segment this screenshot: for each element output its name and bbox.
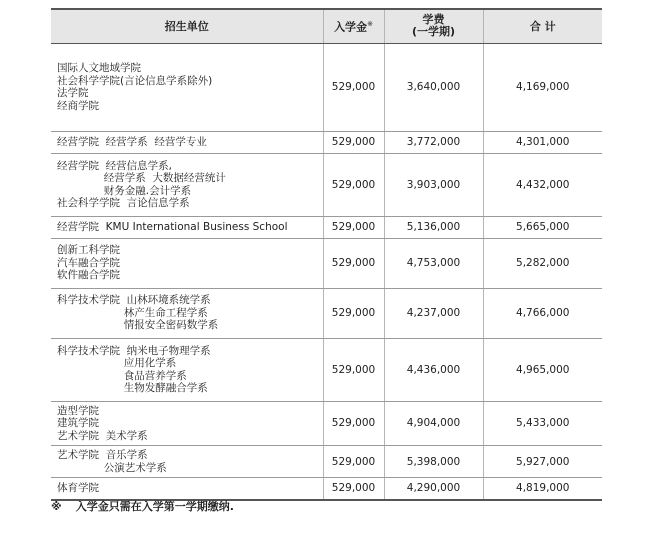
unit-line: 体育学院 — [57, 482, 99, 494]
cell-admission: 529,000 — [323, 238, 384, 288]
cell-admission: 529,000 — [323, 216, 384, 238]
unit-line: 食品营养学系 — [57, 369, 187, 382]
unit-line: 公演艺术学系 — [57, 461, 167, 474]
cell-tuition: 3,640,000 — [384, 43, 483, 131]
unit-line: 林产生命工程学系 — [57, 306, 208, 319]
header-admission-mark: ※ — [367, 20, 373, 29]
cell-admission: 529,000 — [323, 338, 384, 401]
cell-admission: 529,000 — [323, 43, 384, 131]
unit-line: 国际人文地域学院 — [57, 62, 141, 74]
header-tuition-line1: 学费 — [422, 12, 445, 26]
cell-total: 4,819,000 — [483, 478, 602, 500]
cell-total: 4,766,000 — [483, 288, 602, 338]
cell-unit — [51, 288, 323, 338]
cell-tuition: 4,290,000 — [384, 478, 483, 500]
table-row — [51, 288, 602, 338]
fee-table — [51, 8, 602, 501]
cell-tuition: 3,772,000 — [384, 131, 483, 153]
cell-tuition: 4,904,000 — [384, 401, 483, 446]
unit-line: 科学技术学院 纳米电子物理学系 — [57, 344, 211, 357]
table-row — [51, 131, 602, 153]
cell-tuition: 4,436,000 — [384, 338, 483, 401]
unit-line: 应用化学系 — [57, 357, 177, 369]
header-unit: 招生单位 — [51, 9, 323, 43]
unit-line: 经商学院 — [57, 99, 99, 112]
cell-tuition: 4,237,000 — [384, 288, 483, 338]
cell-unit — [51, 478, 323, 500]
unit-line: 社会科学学院(言论信息学系除外) — [57, 74, 213, 87]
cell-tuition: 3,903,000 — [384, 153, 483, 216]
cell-total: 4,432,000 — [483, 153, 602, 216]
cell-total: 5,433,000 — [483, 401, 602, 446]
table-body — [51, 43, 602, 500]
header-admission — [323, 9, 384, 43]
table-row — [51, 216, 602, 238]
unit-line: 财务金融.会计学系 — [57, 184, 192, 197]
table-row — [51, 446, 602, 478]
cell-unit — [51, 216, 323, 238]
unit-line: 汽车融合学院 — [57, 256, 120, 269]
unit-line: 艺术学院 音乐学系 — [57, 449, 148, 461]
cell-total: 4,965,000 — [483, 338, 602, 401]
cell-total: 5,665,000 — [483, 216, 602, 238]
table-row — [51, 43, 602, 131]
unit-line: 情报安全密码数学系 — [57, 319, 219, 332]
cell-total: 4,169,000 — [483, 43, 602, 131]
table-row — [51, 238, 602, 288]
table-row — [51, 401, 602, 446]
cell-admission: 529,000 — [323, 131, 384, 153]
cell-total: 5,282,000 — [483, 238, 602, 288]
unit-line: 艺术学院 美术学系 — [57, 429, 148, 442]
unit-line: 经营学系 大数据经营统计 — [57, 172, 226, 184]
table-header-row — [51, 9, 602, 43]
cell-admission: 529,000 — [323, 446, 384, 478]
cell-unit — [51, 238, 323, 288]
table-row — [51, 153, 602, 216]
footnote-mark: ※ — [51, 500, 62, 513]
footnote-text: 入学金只需在入学第一学期缴纳. — [75, 500, 234, 513]
unit-line: 法学院 — [57, 87, 89, 99]
cell-total: 5,927,000 — [483, 446, 602, 478]
cell-unit — [51, 401, 323, 446]
unit-line: 创新工科学院 — [57, 244, 120, 257]
unit-line: 软件融合学院 — [57, 269, 120, 282]
header-admission-label: 入学金 — [334, 21, 368, 35]
header-tuition — [384, 9, 483, 43]
cell-admission: 529,000 — [323, 401, 384, 446]
unit-line: 生物发酵融合学系 — [57, 382, 208, 394]
cell-tuition: 5,136,000 — [384, 216, 483, 238]
unit-line: 经营学院 KMU International Business School — [57, 220, 288, 233]
cell-unit — [51, 446, 323, 478]
cell-admission: 529,000 — [323, 288, 384, 338]
cell-admission: 529,000 — [323, 478, 384, 500]
cell-unit — [51, 153, 323, 216]
cell-total: 4,301,000 — [483, 131, 602, 153]
cell-unit — [51, 338, 323, 401]
unit-line: 社会科学学院 言论信息学系 — [57, 197, 190, 209]
cell-unit — [51, 131, 323, 153]
cell-admission: 529,000 — [323, 153, 384, 216]
cell-unit — [51, 43, 323, 131]
cell-tuition: 5,398,000 — [384, 446, 483, 478]
unit-line: 造型学院 — [57, 404, 99, 417]
table-row — [51, 478, 602, 500]
cell-tuition: 4,753,000 — [384, 238, 483, 288]
table-row — [51, 338, 602, 401]
footnote — [51, 498, 234, 514]
header-tuition-line2: (一学期) — [411, 25, 456, 39]
unit-line: 建筑学院 — [57, 417, 99, 429]
unit-line: 科学技术学院 山林环境系统学系 — [57, 294, 211, 307]
unit-line: 经营学院 经营信息学系, — [57, 159, 173, 172]
header-total: 合 计 — [483, 9, 602, 43]
fee-table-container — [51, 8, 602, 501]
unit-line: 经营学院 经营学系 经营学专业 — [57, 135, 207, 148]
